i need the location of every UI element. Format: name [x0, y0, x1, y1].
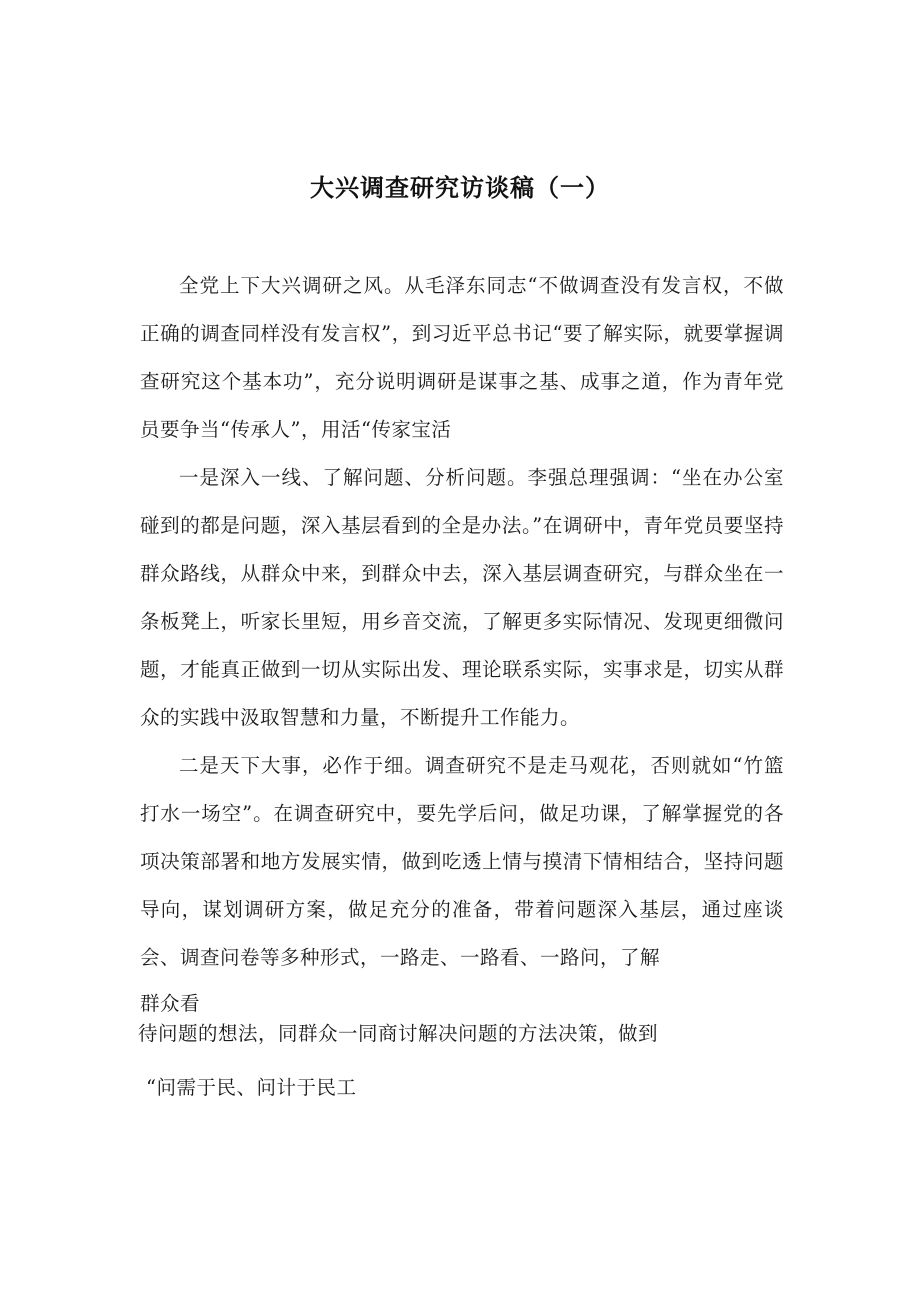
- document-body: [140, 262, 784, 982]
- paragraph-point-two: 二是天下大事，必作于细。调查研究不是走马观花，否则就如“竹篮打水一场空”。在调查研究中，要先学后问，做足功课，了解掌握党的各项决策部署和地方发展实情，做到吃透上情与摸清下情相结合，坚持问题导向，谋划调研方案，做足充分的准备，带着问题深入基层，通过座谈会、调查问卷等多种形式，一路走、一路看、一路问，了解: [140, 754, 784, 969]
- document-title: 大兴调查研究访谈稿（一）: [310, 174, 610, 202]
- text-fragment-line: 群众看: [140, 992, 201, 1015]
- paragraph-intro: 全党上下大兴调研之风。从毛泽东同志“不做调查没有发言权，不做正确的调查同样没有发言权”，到习近平总书记“要了解实际，就要掌握调查研究这个基本功”，充分说明调研是谋事之基、成事之道，作为青年党员要争当“传承人”，用活“传家宝活: [140, 274, 784, 441]
- paragraph-point-one: 一是深入一线、了解问题、分析问题。李强总理强调：“坐在办公室碰到的都是问题，深入基层看到的全是办法。”在调研中，青年党员要坚持群众路线，从群众中来，到群众中去，深入基层调查研究，与群众坐在一条板凳上，听家长里短，用乡音交流，了解更多实际情况、发现更细微问题，才能真正做到一切从实际出发、理论联系实际，实事求是，切实从群众的实践中汲取智慧和力量，不断提升工作能力。: [140, 466, 784, 729]
- text-fragment-line: “问需于民、问计于民工: [146, 1076, 357, 1099]
- text-fragment-line: 待问题的想法，同群众一同商讨解决问题的方法决策，做到: [138, 1022, 659, 1045]
